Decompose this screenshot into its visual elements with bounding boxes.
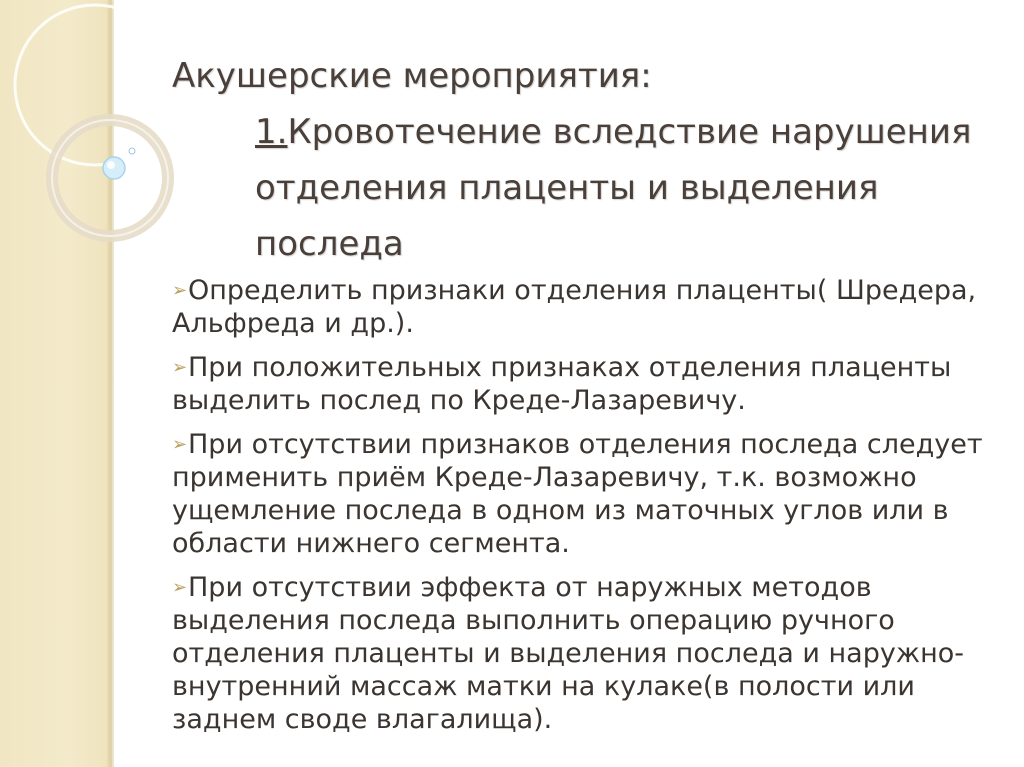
title-number: 1. xyxy=(255,112,288,152)
bullet-list xyxy=(172,274,992,747)
bullet-text: При отсутствии эффекта от наружных методов выделения последа выполнить операцию ручного отделения плаценты и выделения последа и наружно-внутренний массаж матки на кулаке(в полости или заднем своде влагалища). xyxy=(172,572,965,735)
bullet-text: Определить признаки отделения плаценты( Шредера, Альфреда и др.). xyxy=(172,275,977,339)
title-subtitle-text: Кровотечение вследствие нарушения отделения плаценты и выделения последа xyxy=(255,112,972,264)
arrow-bullet-icon: ➢ xyxy=(172,280,188,301)
list-item xyxy=(172,571,992,736)
list-item xyxy=(172,274,992,340)
arrow-bullet-icon: ➢ xyxy=(172,434,188,455)
bullet-text: При отсутствии признаков отделения последа следует применить приём Креде-Лазаревичу, т.к. возможно ущемление последа в одном из маточных углов или в области нижнего сегмента. xyxy=(172,429,983,559)
list-item xyxy=(172,428,992,560)
bullet-text: При положительных признаках отделения плаценты выделить послед по Креде-Лазаревичу. xyxy=(172,352,952,416)
slide-title xyxy=(172,48,972,272)
list-item xyxy=(172,351,992,417)
arrow-bullet-icon: ➢ xyxy=(172,577,188,598)
title-subtitle xyxy=(172,104,972,272)
title-main: Акушерские мероприятия: xyxy=(172,56,652,96)
arrow-bullet-icon: ➢ xyxy=(172,357,188,378)
